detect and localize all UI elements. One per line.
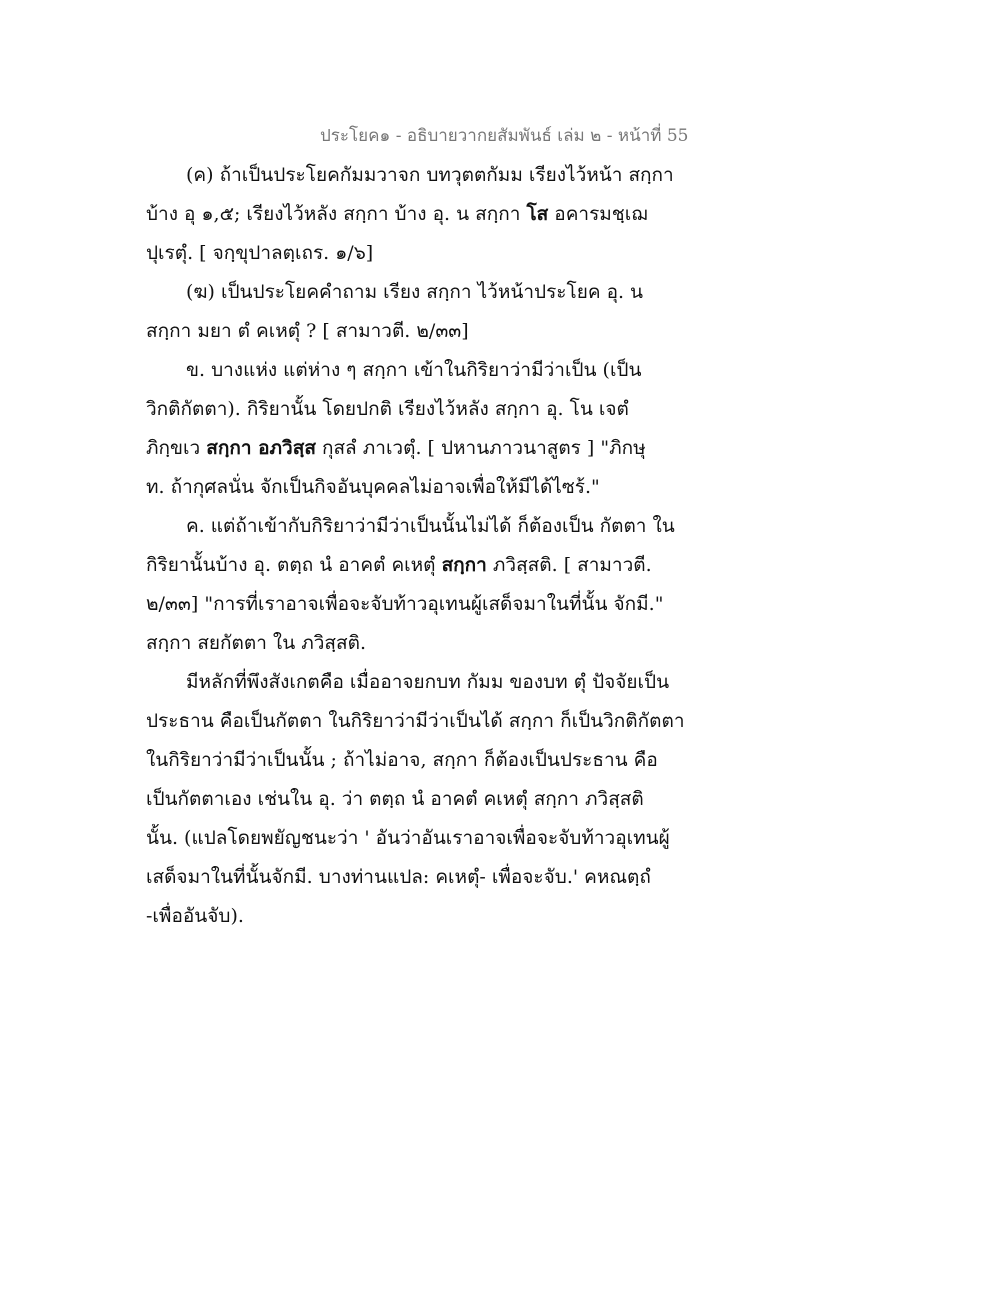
bold-text-segment: สกฺกา อภวิสฺส	[206, 437, 316, 459]
text-line	[146, 702, 706, 741]
text-line	[146, 819, 706, 858]
text-line	[146, 468, 706, 507]
text-line	[146, 390, 706, 429]
text-line	[146, 156, 706, 195]
text-line	[146, 312, 706, 351]
text-line	[146, 897, 706, 936]
text-line	[146, 546, 706, 585]
text-line	[146, 234, 706, 273]
text-segment: ประธาน คือเป็นกัตตา ในกิริยาว่ามีว่าเป็นได้ สกฺกา ก็เป็นวิกติกัตตา	[146, 710, 685, 732]
text-segment: (ฆ) เป็นประโยคคำถาม เรียง สกฺกา ไว้หน้าประโยค อุ. น	[186, 281, 644, 303]
text-segment: เป็นกัตตาเอง เช่นใน อุ. ว่า ตตฺถ นํ อาคตํ คเหตุํ สกฺกา ภวิสฺสติ	[146, 788, 644, 810]
text-segment: ภิกฺขเว	[146, 437, 207, 459]
text-line	[146, 624, 706, 663]
text-line	[146, 429, 706, 468]
text-line	[146, 741, 706, 780]
text-segment: กุสลํ ภาเวตุํ. [ ปหานภาวนาสูตร ] "ภิกษุ	[315, 437, 646, 459]
text-segment: สกฺกา มยา ตํ คเหตุํ ? [ สามาวตี. ๒/๓๓]	[146, 320, 469, 342]
text-line	[146, 858, 706, 897]
text-segment: บ้าง อุ ๑,๕; เรียงไว้หลัง สกฺกา บ้าง อุ. น สกฺกา	[146, 203, 527, 225]
text-segment: มีหลักที่พึงสังเกตคือ เมื่ออาจยกบท กัมม ของบท ตุํ ปัจจัยเป็น	[186, 671, 670, 693]
text-segment: ข. บางแห่ง แต่ห่าง ๆ สกฺกา เข้าในกิริยาว่ามีว่าเป็น (เป็น	[186, 359, 642, 381]
text-segment: วิกติกัตตา). กิริยานั้น โดยปกติ เรียงไว้หลัง สกฺกา อุ. โน เจตํ	[146, 398, 629, 420]
text-line	[146, 585, 706, 624]
bold-text-segment: โส	[526, 203, 549, 225]
text-segment: ภวิสฺสติ. [ สามาวตี.	[486, 554, 652, 576]
text-segment: (ค) ถ้าเป็นประโยคกัมมวาจก บทวุตตกัมม เรียงไว้หน้า สกฺกา	[186, 164, 674, 186]
text-segment: ในกิริยาว่ามีว่าเป็นนั้น ; ถ้าไม่อาจ, สกฺกา ก็ต้องเป็นประธาน คือ	[146, 749, 658, 771]
text-segment: ๒/๓๓] "การที่เราอาจเพื่อจะจับท้าวอุเทนผู้เสด็จมาในที่นั้น จักมี."	[146, 593, 664, 615]
text-segment: นั้น. (แปลโดยพยัญชนะว่า ' อันว่าอันเราอาจเพื่อจะจับท้าวอุเทนผู้	[146, 827, 670, 849]
text-segment: ปุเรตุํ. [ จกฺขุปาลตฺเถร. ๑/๖]	[146, 242, 374, 264]
text-segment: กิริยานั้นบ้าง อุ. ตตฺถ นํ อาคตํ คเหตุํ	[146, 554, 442, 576]
text-segment: สกฺกา สยกัตตา ใน ภวิสฺสติ.	[146, 632, 367, 654]
text-line	[146, 195, 706, 234]
text-segment: อคารมชฺเฌ	[548, 203, 648, 225]
bold-text-segment: สกฺกา	[441, 554, 487, 576]
body-text	[146, 156, 706, 936]
page-header: ประโยค๑ - อธิบายวากยสัมพันธ์ เล่ม ๒ - หน้าที่ 55	[320, 126, 689, 146]
text-segment: ท. ถ้ากุศลนั่น จักเป็นกิจอันบุคคลไม่อาจเพื่อให้มีได้ไซร้."	[146, 476, 600, 498]
text-line	[146, 507, 706, 546]
text-segment: ค. แต่ถ้าเข้ากับกิริยาว่ามีว่าเป็นนั้นไม่ได้ ก็ต้องเป็น กัตตา ใน	[186, 515, 675, 537]
text-line	[146, 663, 706, 702]
text-segment: เสด็จมาในที่นั้นจักมี. บางท่านแปล: คเหตุํ- เพื่อจะจับ.' คหณตฺถํ	[146, 866, 651, 888]
text-line	[146, 780, 706, 819]
text-line	[146, 273, 706, 312]
text-segment: -เพื่ออันจับ).	[146, 905, 244, 927]
text-line	[146, 351, 706, 390]
